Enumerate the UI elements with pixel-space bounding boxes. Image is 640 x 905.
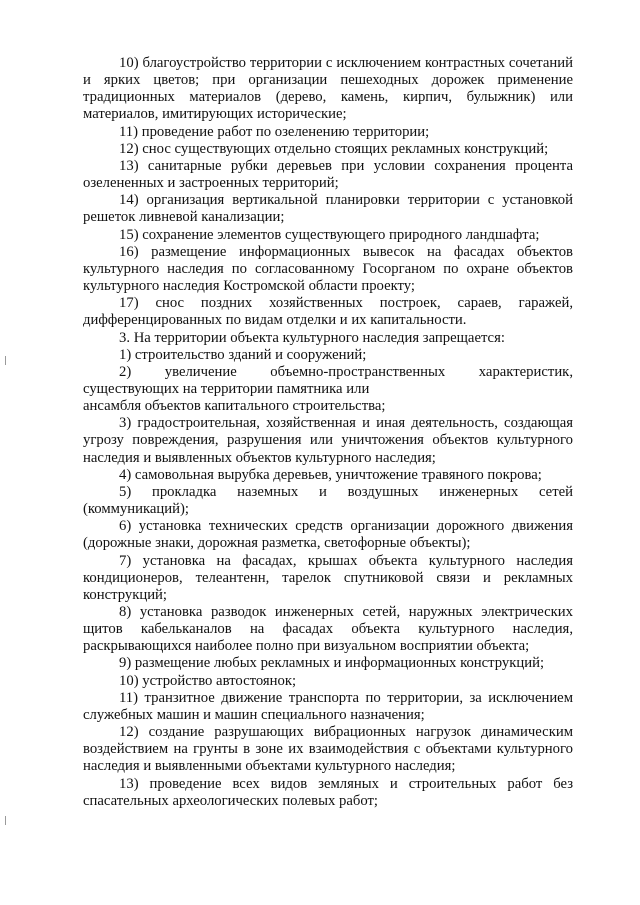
paragraph: 4) самовольная вырубка деревьев, уничтожение травяного покрова; <box>119 466 542 483</box>
paragraph: 17) снос поздних хозяйственных построек, сараев, гаражей, дифференцированных по видам отделки и их капитальности. <box>83 295 573 329</box>
paragraph: 12) создание разрушающих вибрационных нагрузок динамическим воздействием на грунты в зоне их взаимодействия с объектами культурного наследия и выявленными объектами культурного наследия; <box>83 724 573 775</box>
paragraph: 6) установка технических средств организации дорожного движения (дорожные знаки, дорожная разметка, светофорные объекты); <box>83 518 573 552</box>
scan-margin-mark <box>5 816 6 825</box>
paragraph: 13) проведение всех видов земляных и строительных работ без спасательных археологических полевых работ; <box>83 775 573 809</box>
paragraph: 12) снос существующих отдельно стоящих рекламных конструкций; <box>119 140 549 157</box>
paragraph: 11) проведение работ по озеленению территории; <box>119 123 430 140</box>
paragraph: 15) сохранение элементов существующего природного ландшафта; <box>119 226 540 243</box>
paragraph: 9) размещение любых рекламных и информационных конструкций; <box>119 655 545 672</box>
paragraph: 2) увеличение объемно-пространственных характеристик, существующих на территории памятника или <box>83 363 573 397</box>
paragraph: ансамбля объектов капитального строительства; <box>83 398 386 415</box>
paragraph: 5) прокладка наземных и воздушных инженерных сетей (коммуникаций); <box>83 483 573 518</box>
paragraph: 7) установка на фасадах, крышах объекта культурного наследия кондиционеров, телеантенн, тарелок спутниковой связи и рекламных конструкций; <box>83 552 573 603</box>
paragraph: 8) установка разводок инженерных сетей, наружных электрических щитов кабельканалов на фасадах объекта культурного наследия, раскрывающихся наиболее полно при визуальном восприятии объекта; <box>83 604 573 655</box>
paragraph: 13) санитарные рубки деревьев при условии сохранения процента озелененных и застроенных территорий; <box>83 157 573 192</box>
paragraph: 14) организация вертикальной планировки территории с установкой решеток ливневой канализации; <box>83 192 573 226</box>
scan-margin-mark <box>5 356 6 365</box>
section-heading: 3. На территории объекта культурного наследия запрещается: <box>119 329 505 346</box>
paragraph: 10) благоустройство территории с исключением контрастных сочетаний и ярких цветов; при организации пешеходных дорожек применение традиционных материалов (дерево, камень, кирпич, булыжник) или материалов, имитирующих исторические; <box>83 55 573 123</box>
paragraph: 3) градостроительная, хозяйственная и иная деятельность, создающая угрозу повреждения, разрушения или уничтожения объектов культурного наследия и выявленных объектов культурного наследия; <box>83 415 573 466</box>
document-page <box>83 55 573 810</box>
paragraph: 10) устройство автостоянок; <box>119 672 297 689</box>
paragraph: 11) транзитное движение транспорта по территории, за исключением служебных машин и машин специального назначения; <box>83 689 573 723</box>
paragraph: 16) размещение информационных вывесок на фасадах объектов культурного наследия по согласованному Госорганом по охране объектов культурного наследия Костромской области проекту; <box>83 243 573 295</box>
paragraph: 1) строительство зданий и сооружений; <box>119 346 367 363</box>
